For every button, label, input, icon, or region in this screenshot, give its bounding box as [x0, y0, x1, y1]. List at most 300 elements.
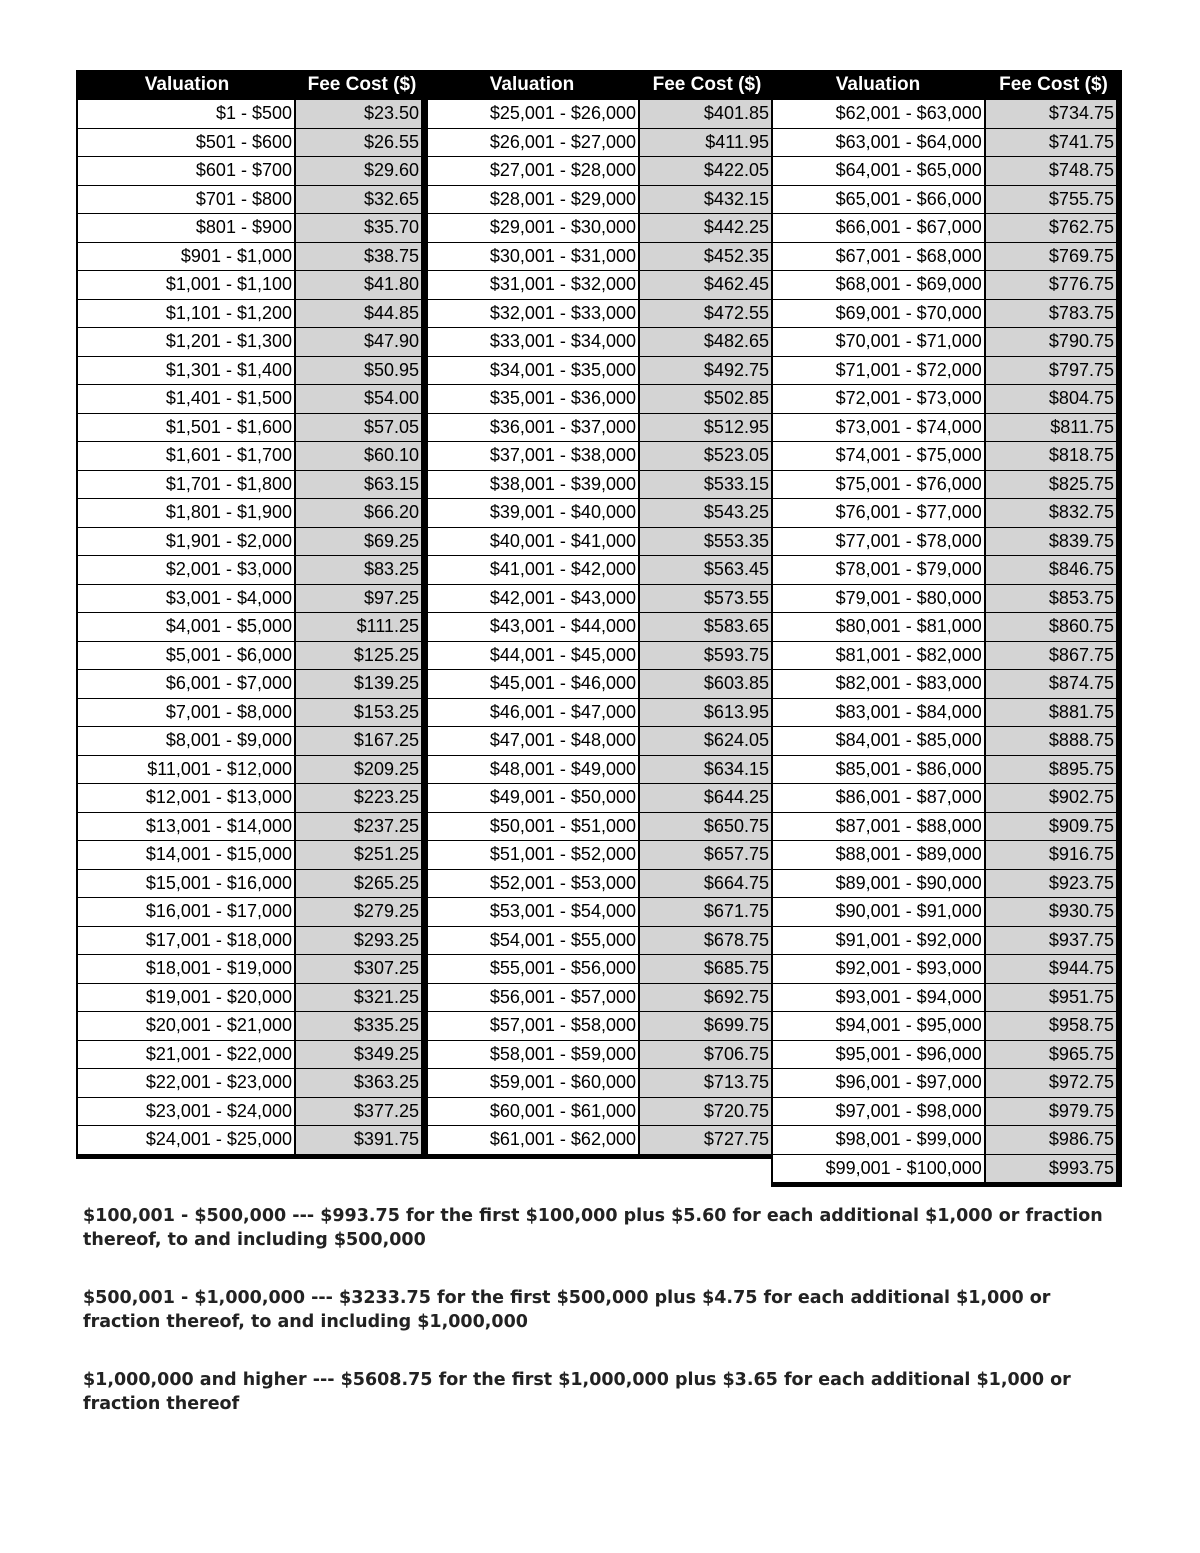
fee-cost-cell: $563.45 — [640, 556, 771, 584]
table-row — [773, 100, 1116, 129]
table-row — [428, 984, 771, 1013]
valuation-cell: $57,001 - $58,000 — [428, 1012, 640, 1040]
table-row — [78, 955, 421, 984]
table-row — [78, 129, 421, 158]
table-row — [773, 528, 1116, 557]
table-row — [78, 528, 421, 557]
table-header — [426, 70, 776, 100]
table-row — [428, 528, 771, 557]
valuation-cell: $48,001 - $49,000 — [428, 756, 640, 784]
table-header — [771, 70, 1122, 100]
fee-cost-cell: $32.65 — [296, 186, 421, 214]
fee-cost-cell: $293.25 — [296, 927, 421, 955]
valuation-cell: $36,001 - $37,000 — [428, 414, 640, 442]
table-row — [428, 670, 771, 699]
fee-cost-cell: $573.55 — [640, 585, 771, 613]
note-tier-1: $100,001 - $500,000 --- $993.75 for the first $100,000 plus $5.60 for each additional $1,000 or fraction thereof, to and including $500,000 — [83, 1206, 1103, 1250]
fee-cost-cell: $993.75 — [986, 1155, 1116, 1183]
valuation-cell: $53,001 - $54,000 — [428, 898, 640, 926]
fee-cost-cell: $734.75 — [986, 100, 1116, 128]
table-row — [773, 328, 1116, 357]
table-row — [428, 300, 771, 329]
fee-cost-cell: $472.55 — [640, 300, 771, 328]
fee-cost-cell: $692.75 — [640, 984, 771, 1012]
fee-cost-cell: $35.70 — [296, 214, 421, 242]
valuation-cell: $62,001 - $63,000 — [773, 100, 986, 128]
fee-cost-cell: $930.75 — [986, 898, 1116, 926]
table-row — [428, 699, 771, 728]
table-row — [428, 1069, 771, 1098]
valuation-cell: $24,001 - $25,000 — [78, 1126, 296, 1154]
fee-cost-cell: $377.25 — [296, 1098, 421, 1126]
fee-cost-cell: $54.00 — [296, 385, 421, 413]
fee-cost-cell: $593.75 — [640, 642, 771, 670]
fee-cost-cell: $432.15 — [640, 186, 771, 214]
valuation-cell: $54,001 - $55,000 — [428, 927, 640, 955]
table-row — [78, 157, 421, 186]
table-row — [773, 442, 1116, 471]
table-row — [78, 214, 421, 243]
valuation-cell: $16,001 - $17,000 — [78, 898, 296, 926]
valuation-cell: $67,001 - $68,000 — [773, 243, 986, 271]
fee-cost-cell: $776.75 — [986, 271, 1116, 299]
table-body — [76, 100, 426, 1159]
table-row — [428, 357, 771, 386]
table-row — [78, 756, 421, 785]
valuation-cell: $52,001 - $53,000 — [428, 870, 640, 898]
fee-cost-cell: $664.75 — [640, 870, 771, 898]
fee-cost-cell: $335.25 — [296, 1012, 421, 1040]
table-row — [773, 499, 1116, 528]
valuation-cell: $23,001 - $24,000 — [78, 1098, 296, 1126]
table-row — [78, 328, 421, 357]
table-row — [428, 214, 771, 243]
table-row — [428, 385, 771, 414]
fee-cost-cell: $60.10 — [296, 442, 421, 470]
fee-cost-cell: $153.25 — [296, 699, 421, 727]
fee-cost-cell: $279.25 — [296, 898, 421, 926]
fee-cost-cell: $727.75 — [640, 1126, 771, 1154]
fee-cost-cell: $713.75 — [640, 1069, 771, 1097]
fee-cost-cell: $678.75 — [640, 927, 771, 955]
table-row — [773, 955, 1116, 984]
table-row — [773, 243, 1116, 272]
valuation-cell: $66,001 - $67,000 — [773, 214, 986, 242]
fee-cost-cell: $958.75 — [986, 1012, 1116, 1040]
valuation-cell: $68,001 - $69,000 — [773, 271, 986, 299]
note-tier-3: $1,000,000 and higher --- $5608.75 for the first $1,000,000 plus $3.65 for each additional $1,000 or fraction thereof — [83, 1370, 1071, 1414]
valuation-cell: $91,001 - $92,000 — [773, 927, 986, 955]
table-row — [773, 414, 1116, 443]
table-row — [773, 927, 1116, 956]
fee-cost-cell: $860.75 — [986, 613, 1116, 641]
valuation-cell: $20,001 - $21,000 — [78, 1012, 296, 1040]
fee-cost-cell: $881.75 — [986, 699, 1116, 727]
fee-cost-cell: $401.85 — [640, 100, 771, 128]
table-row — [78, 1098, 421, 1127]
valuation-cell: $98,001 - $99,000 — [773, 1126, 986, 1154]
valuation-cell: $1,301 - $1,400 — [78, 357, 296, 385]
fee-cost-header: Fee Cost ($) — [307, 74, 417, 95]
table-row — [78, 100, 421, 129]
valuation-header: Valuation — [489, 74, 575, 95]
note-tier-2: $500,001 - $1,000,000 --- $3233.75 for the first $500,000 plus $4.75 for each additional $1,000 or fraction thereof, to and including $1,000,000 — [83, 1288, 1051, 1332]
valuation-cell: $56,001 - $57,000 — [428, 984, 640, 1012]
table-column-1 — [76, 70, 426, 1159]
fee-cost-cell: $755.75 — [986, 186, 1116, 214]
fee-cost-cell: $937.75 — [986, 927, 1116, 955]
valuation-cell: $30,001 - $31,000 — [428, 243, 640, 271]
fee-cost-cell: $442.25 — [640, 214, 771, 242]
table-row — [428, 499, 771, 528]
valuation-cell: $88,001 - $89,000 — [773, 841, 986, 869]
table-row — [78, 813, 421, 842]
fee-cost-cell: $391.75 — [296, 1126, 421, 1154]
table-row — [78, 1126, 421, 1155]
valuation-cell: $701 - $800 — [78, 186, 296, 214]
valuation-cell: $42,001 - $43,000 — [428, 585, 640, 613]
valuation-cell: $92,001 - $93,000 — [773, 955, 986, 983]
fee-cost-cell: $657.75 — [640, 841, 771, 869]
fee-cost-cell: $944.75 — [986, 955, 1116, 983]
valuation-cell: $1,401 - $1,500 — [78, 385, 296, 413]
valuation-cell: $27,001 - $28,000 — [428, 157, 640, 185]
table-row — [428, 414, 771, 443]
table-row — [78, 414, 421, 443]
valuation-cell: $81,001 - $82,000 — [773, 642, 986, 670]
table-row — [773, 898, 1116, 927]
table-row — [428, 243, 771, 272]
valuation-cell: $55,001 - $56,000 — [428, 955, 640, 983]
table-row — [428, 1041, 771, 1070]
valuation-cell: $7,001 - $8,000 — [78, 699, 296, 727]
valuation-cell: $94,001 - $95,000 — [773, 1012, 986, 1040]
table-row — [78, 727, 421, 756]
fee-cost-cell: $825.75 — [986, 471, 1116, 499]
valuation-cell: $33,001 - $34,000 — [428, 328, 640, 356]
table-row — [428, 727, 771, 756]
valuation-cell: $5,001 - $6,000 — [78, 642, 296, 670]
fee-cost-cell: $38.75 — [296, 243, 421, 271]
fee-cost-cell: $699.75 — [640, 1012, 771, 1040]
table-row — [428, 1012, 771, 1041]
table-row — [773, 841, 1116, 870]
fee-cost-cell: $888.75 — [986, 727, 1116, 755]
valuation-cell: $601 - $700 — [78, 157, 296, 185]
fee-cost-cell: $363.25 — [296, 1069, 421, 1097]
fee-schedule-table — [76, 70, 1122, 1190]
fee-cost-cell: $411.95 — [640, 129, 771, 157]
table-row — [78, 186, 421, 215]
fee-cost-cell: $223.25 — [296, 784, 421, 812]
fee-cost-cell: $83.25 — [296, 556, 421, 584]
valuation-cell: $76,001 - $77,000 — [773, 499, 986, 527]
fee-cost-cell: $167.25 — [296, 727, 421, 755]
table-row — [773, 727, 1116, 756]
valuation-cell: $22,001 - $23,000 — [78, 1069, 296, 1097]
fee-cost-cell: $720.75 — [640, 1098, 771, 1126]
table-row — [428, 642, 771, 671]
table-row — [773, 813, 1116, 842]
fee-cost-cell: $543.25 — [640, 499, 771, 527]
fee-cost-cell: $553.35 — [640, 528, 771, 556]
valuation-cell: $87,001 - $88,000 — [773, 813, 986, 841]
valuation-cell: $71,001 - $72,000 — [773, 357, 986, 385]
valuation-cell: $32,001 - $33,000 — [428, 300, 640, 328]
table-row — [773, 1126, 1116, 1155]
valuation-cell: $11,001 - $12,000 — [78, 756, 296, 784]
table-row — [428, 157, 771, 186]
table-row — [773, 357, 1116, 386]
table-row — [428, 927, 771, 956]
fee-cost-cell: $523.05 — [640, 442, 771, 470]
valuation-header: Valuation — [835, 74, 921, 95]
table-row — [78, 870, 421, 899]
fee-cost-header: Fee Cost ($) — [652, 74, 762, 95]
fee-cost-cell: $748.75 — [986, 157, 1116, 185]
valuation-cell: $43,001 - $44,000 — [428, 613, 640, 641]
table-row — [773, 642, 1116, 671]
table-row — [773, 556, 1116, 585]
fee-cost-cell: $66.20 — [296, 499, 421, 527]
valuation-cell: $1,801 - $1,900 — [78, 499, 296, 527]
table-row — [773, 129, 1116, 158]
table-row — [773, 157, 1116, 186]
fee-cost-cell: $57.05 — [296, 414, 421, 442]
valuation-cell: $83,001 - $84,000 — [773, 699, 986, 727]
table-row — [78, 499, 421, 528]
fee-cost-cell: $783.75 — [986, 300, 1116, 328]
fee-cost-cell: $69.25 — [296, 528, 421, 556]
fee-cost-cell: $422.05 — [640, 157, 771, 185]
valuation-cell: $47,001 - $48,000 — [428, 727, 640, 755]
valuation-cell: $59,001 - $60,000 — [428, 1069, 640, 1097]
fee-notes — [83, 1204, 1133, 1450]
valuation-cell: $65,001 - $66,000 — [773, 186, 986, 214]
table-row — [428, 813, 771, 842]
fee-cost-cell: $671.75 — [640, 898, 771, 926]
valuation-cell: $28,001 - $29,000 — [428, 186, 640, 214]
valuation-cell: $79,001 - $80,000 — [773, 585, 986, 613]
table-row — [773, 300, 1116, 329]
table-row — [428, 328, 771, 357]
fee-cost-cell: $26.55 — [296, 129, 421, 157]
fee-cost-cell: $209.25 — [296, 756, 421, 784]
fee-cost-cell: $23.50 — [296, 100, 421, 128]
valuation-cell: $82,001 - $83,000 — [773, 670, 986, 698]
fee-cost-cell: $492.75 — [640, 357, 771, 385]
table-row — [78, 357, 421, 386]
valuation-cell: $17,001 - $18,000 — [78, 927, 296, 955]
table-row — [78, 613, 421, 642]
fee-cost-cell: $321.25 — [296, 984, 421, 1012]
table-row — [78, 243, 421, 272]
valuation-cell: $38,001 - $39,000 — [428, 471, 640, 499]
valuation-cell: $75,001 - $76,000 — [773, 471, 986, 499]
valuation-cell: $3,001 - $4,000 — [78, 585, 296, 613]
table-row — [773, 670, 1116, 699]
table-row — [428, 442, 771, 471]
table-row — [428, 271, 771, 300]
fee-cost-cell: $512.95 — [640, 414, 771, 442]
fee-cost-cell: $63.15 — [296, 471, 421, 499]
table-row — [773, 613, 1116, 642]
fee-cost-cell: $762.75 — [986, 214, 1116, 242]
table-body — [771, 100, 1122, 1187]
table-row — [428, 100, 771, 129]
table-row — [78, 1069, 421, 1098]
table-row — [78, 1012, 421, 1041]
fee-cost-cell: $832.75 — [986, 499, 1116, 527]
fee-cost-cell: $41.80 — [296, 271, 421, 299]
table-row — [773, 784, 1116, 813]
table-row — [78, 271, 421, 300]
table-row — [78, 556, 421, 585]
valuation-cell: $93,001 - $94,000 — [773, 984, 986, 1012]
fee-cost-cell: $307.25 — [296, 955, 421, 983]
valuation-cell: $61,001 - $62,000 — [428, 1126, 640, 1154]
valuation-cell: $69,001 - $70,000 — [773, 300, 986, 328]
fee-cost-cell: $634.15 — [640, 756, 771, 784]
valuation-cell: $901 - $1,000 — [78, 243, 296, 271]
fee-cost-cell: $613.95 — [640, 699, 771, 727]
fee-cost-cell: $853.75 — [986, 585, 1116, 613]
fee-cost-cell: $797.75 — [986, 357, 1116, 385]
table-column-2 — [426, 70, 776, 1159]
valuation-cell: $95,001 - $96,000 — [773, 1041, 986, 1069]
table-row — [78, 784, 421, 813]
fee-cost-cell: $902.75 — [986, 784, 1116, 812]
fee-cost-cell: $251.25 — [296, 841, 421, 869]
valuation-cell: $1 - $500 — [78, 100, 296, 128]
fee-cost-cell: $923.75 — [986, 870, 1116, 898]
fee-cost-cell: $839.75 — [986, 528, 1116, 556]
table-row — [428, 898, 771, 927]
table-row — [78, 1041, 421, 1070]
valuation-cell: $21,001 - $22,000 — [78, 1041, 296, 1069]
valuation-cell: $13,001 - $14,000 — [78, 813, 296, 841]
table-row — [773, 1012, 1116, 1041]
valuation-cell: $51,001 - $52,000 — [428, 841, 640, 869]
fee-cost-cell: $650.75 — [640, 813, 771, 841]
table-row — [428, 1098, 771, 1127]
fee-cost-cell: $349.25 — [296, 1041, 421, 1069]
valuation-cell: $1,601 - $1,700 — [78, 442, 296, 470]
fee-cost-cell: $502.85 — [640, 385, 771, 413]
valuation-cell: $15,001 - $16,000 — [78, 870, 296, 898]
table-header — [76, 70, 426, 100]
table-row — [428, 186, 771, 215]
valuation-cell: $40,001 - $41,000 — [428, 528, 640, 556]
fee-cost-cell: $769.75 — [986, 243, 1116, 271]
fee-cost-cell: $533.15 — [640, 471, 771, 499]
valuation-cell: $72,001 - $73,000 — [773, 385, 986, 413]
fee-cost-cell: $47.90 — [296, 328, 421, 356]
valuation-cell: $90,001 - $91,000 — [773, 898, 986, 926]
valuation-cell: $25,001 - $26,000 — [428, 100, 640, 128]
valuation-cell: $70,001 - $71,000 — [773, 328, 986, 356]
valuation-cell: $85,001 - $86,000 — [773, 756, 986, 784]
fee-cost-cell: $986.75 — [986, 1126, 1116, 1154]
fee-cost-cell: $603.85 — [640, 670, 771, 698]
table-row — [78, 670, 421, 699]
fee-cost-cell: $139.25 — [296, 670, 421, 698]
valuation-cell: $29,001 - $30,000 — [428, 214, 640, 242]
table-row — [78, 642, 421, 671]
table-row — [773, 585, 1116, 614]
valuation-cell: $1,001 - $1,100 — [78, 271, 296, 299]
table-row — [428, 756, 771, 785]
table-row — [428, 585, 771, 614]
table-row — [773, 756, 1116, 785]
valuation-cell: $49,001 - $50,000 — [428, 784, 640, 812]
fee-cost-header: Fee Cost ($) — [999, 74, 1108, 95]
valuation-cell: $14,001 - $15,000 — [78, 841, 296, 869]
valuation-cell: $4,001 - $5,000 — [78, 613, 296, 641]
valuation-cell: $1,201 - $1,300 — [78, 328, 296, 356]
table-row — [78, 471, 421, 500]
fee-cost-cell: $111.25 — [296, 613, 421, 641]
table-row — [773, 214, 1116, 243]
valuation-cell: $99,001 - $100,000 — [773, 1155, 986, 1183]
fee-cost-cell: $965.75 — [986, 1041, 1116, 1069]
fee-cost-cell: $44.85 — [296, 300, 421, 328]
fee-cost-cell: $895.75 — [986, 756, 1116, 784]
valuation-cell: $31,001 - $32,000 — [428, 271, 640, 299]
fee-cost-cell: $125.25 — [296, 642, 421, 670]
valuation-cell: $64,001 - $65,000 — [773, 157, 986, 185]
valuation-cell: $12,001 - $13,000 — [78, 784, 296, 812]
table-row — [428, 841, 771, 870]
valuation-cell: $78,001 - $79,000 — [773, 556, 986, 584]
fee-cost-cell: $811.75 — [986, 414, 1116, 442]
fee-cost-cell: $685.75 — [640, 955, 771, 983]
table-row — [78, 841, 421, 870]
table-row — [428, 613, 771, 642]
table-row — [428, 1126, 771, 1155]
valuation-cell: $1,101 - $1,200 — [78, 300, 296, 328]
fee-cost-cell: $624.05 — [640, 727, 771, 755]
table-row — [78, 699, 421, 728]
valuation-cell: $1,901 - $2,000 — [78, 528, 296, 556]
valuation-cell: $89,001 - $90,000 — [773, 870, 986, 898]
valuation-cell: $60,001 - $61,000 — [428, 1098, 640, 1126]
table-row — [428, 129, 771, 158]
valuation-cell: $26,001 - $27,000 — [428, 129, 640, 157]
fee-cost-cell: $706.75 — [640, 1041, 771, 1069]
valuation-cell: $39,001 - $40,000 — [428, 499, 640, 527]
fee-cost-cell: $452.35 — [640, 243, 771, 271]
table-row — [428, 870, 771, 899]
table-row — [773, 699, 1116, 728]
table-row — [773, 1041, 1116, 1070]
valuation-cell: $63,001 - $64,000 — [773, 129, 986, 157]
valuation-cell: $77,001 - $78,000 — [773, 528, 986, 556]
table-row — [773, 1098, 1116, 1127]
table-row — [428, 471, 771, 500]
table-row — [773, 1069, 1116, 1098]
valuation-cell: $97,001 - $98,000 — [773, 1098, 986, 1126]
fee-cost-cell: $909.75 — [986, 813, 1116, 841]
table-body — [426, 100, 776, 1159]
valuation-cell: $41,001 - $42,000 — [428, 556, 640, 584]
valuation-cell: $801 - $900 — [78, 214, 296, 242]
valuation-header: Valuation — [144, 74, 230, 95]
fee-cost-cell: $583.65 — [640, 613, 771, 641]
table-row — [78, 585, 421, 614]
valuation-cell: $18,001 - $19,000 — [78, 955, 296, 983]
valuation-cell: $34,001 - $35,000 — [428, 357, 640, 385]
